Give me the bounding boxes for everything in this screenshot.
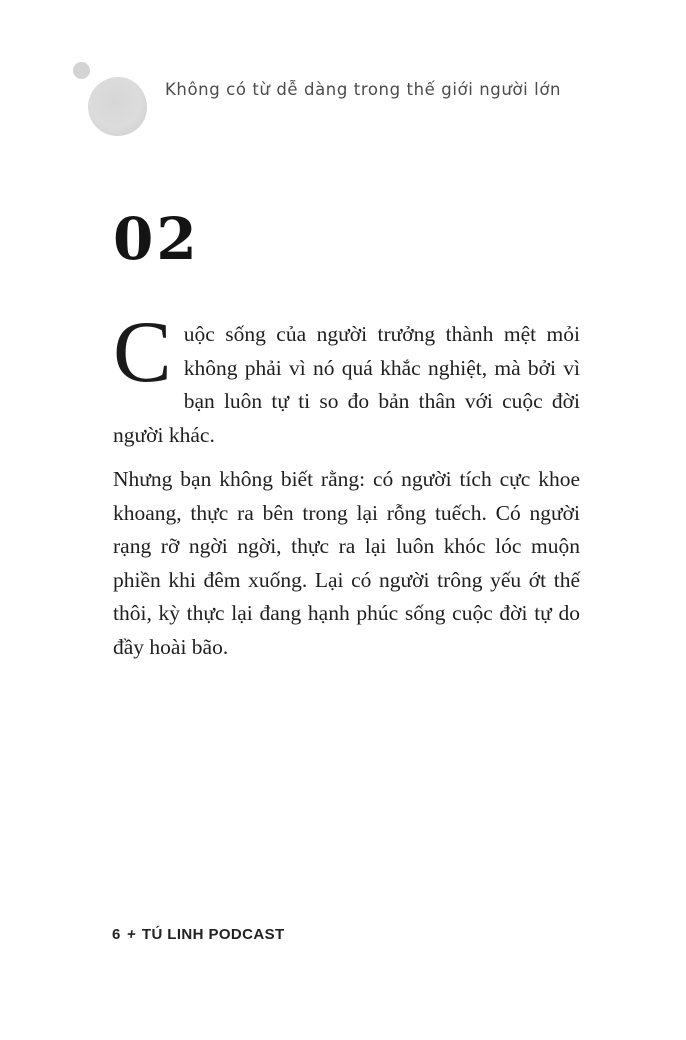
running-header-title: Không có từ dễ dàng trong thế giới người lớn [165,80,562,99]
small-dot-icon [73,62,90,79]
page-footer [112,926,285,943]
chapter-number: 02 [113,205,200,273]
paragraph-1-text: uộc sống của người trưởng thành mệt mỏi không phải vì nó quá khắc nghiệt, mà bởi vì bạn luôn tự ti so đo bản thân với cuộc đời người khác. [113,322,580,447]
footer-separator: + [125,926,138,943]
text-column [113,205,580,664]
textured-circle-icon [88,77,147,136]
paragraph-1 [113,304,580,452]
book-title: TÚ LINH PODCAST [141,926,285,943]
paragraph-2: Nhưng bạn không biết rằng: có người tích cực khoe khoang, thực ra bên trong lại rỗng tuếch. Có người rạng rỡ ngời ngời, thực ra lại luôn khóc lóc muộn phiền khi đêm xuống. Lại có người trông yếu ớt thế thôi, kỳ thực lại đang hạnh phúc sống cuộc đời tự do đầy hoài bão. [113,467,580,659]
drop-cap: C [113,304,172,401]
page-number: 6 [112,926,121,943]
